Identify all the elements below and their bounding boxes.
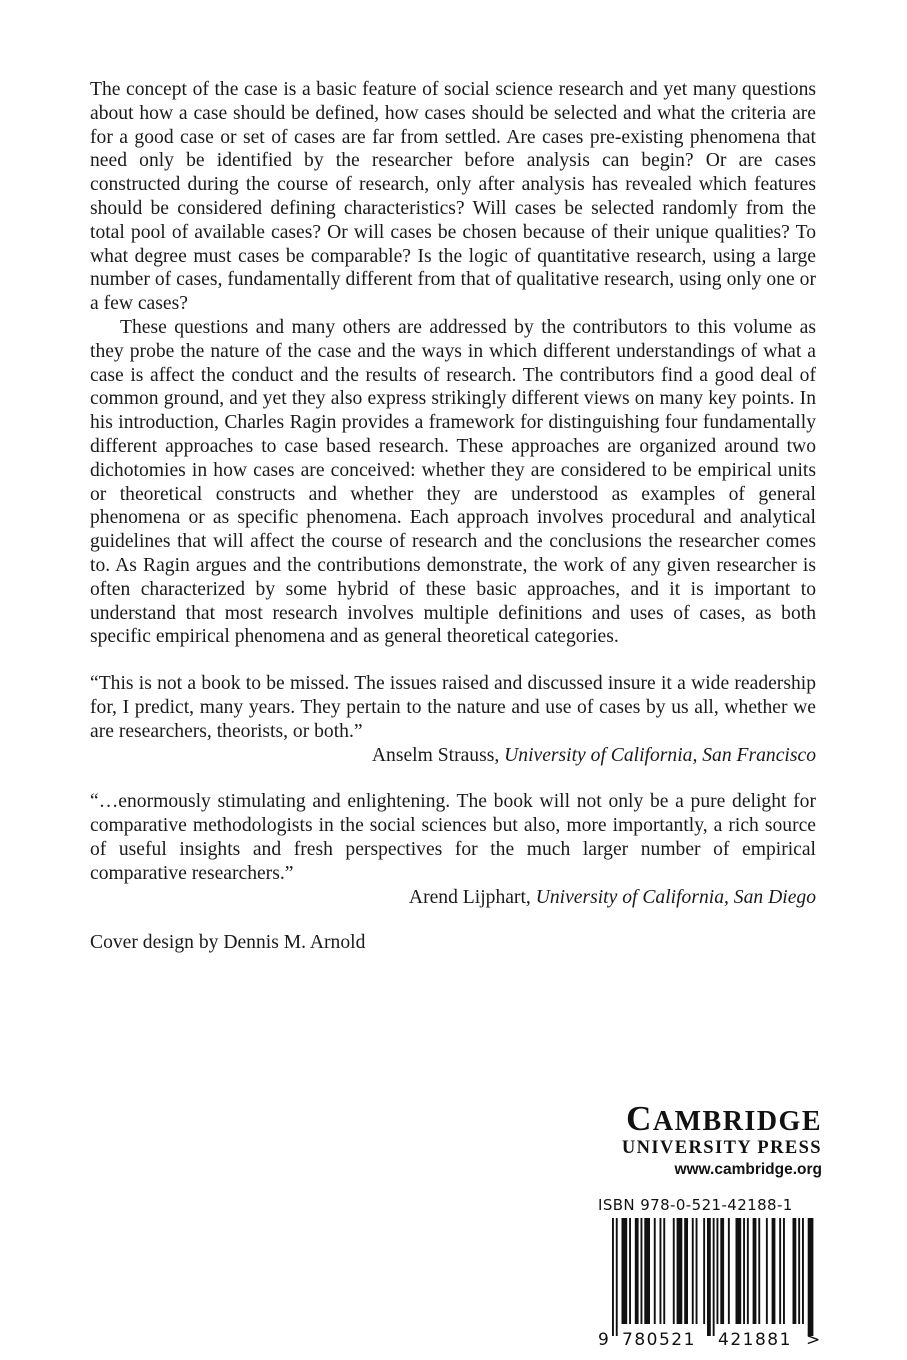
barcode-bar: [779, 1218, 781, 1324]
barcode-bar: [696, 1218, 698, 1324]
quote-attribution: [90, 744, 816, 768]
description-paragraph-2: These questions and many others are addressed by the contributors to this volume as they probe the nature of the case and the ways in which different understandings of what a case is affect the conduct and the results of research. The contributors find a good deal of common ground, and yet they also express strikingly different views on many key points. In his introduction, Charles Ragin provides a framework for distinguishing four fundamentally different approaches to case based research. These approaches are organized around two dichotomies in how cases are conceived: whether they are considered to be empirical units or theoretical constructs and whether they are understood as examples of general phenomena or as specific phenomena. Each approach involves procedural and analytical guidelines that will affect the course of research and the conclusions the researcher comes to. As Ragin argues and the contributions demonstrate, the work of any given researcher is often characterized by some hybrid of these basic approaches, and it is important to understand that most research involves multiple definitions and uses of cases, as both specific empirical phenomena and as general theoretical categories.: [90, 316, 816, 648]
barcode-bar: [635, 1218, 639, 1324]
quote-affiliation: University of California, San Diego: [535, 886, 816, 908]
barcode-bar: [808, 1218, 814, 1336]
quote-text: “This is not a book to be missed. The issues raised and discussed insure it a wide readership for, I predict, many years. They pertain to the nature and use of cases by us all, whether we are researchers, theorists, or both.”: [90, 673, 816, 742]
quote-author: Arend Lijphart,: [408, 886, 536, 908]
barcode-bar: [703, 1218, 705, 1324]
barcode-bar: [663, 1218, 665, 1324]
publisher-name: CAMBRIDGE: [626, 1099, 822, 1138]
barcode-bar: [793, 1218, 797, 1324]
barcode-bar: [758, 1218, 760, 1324]
publisher-url: www.cambridge.org: [674, 1161, 822, 1178]
quote-attribution: [90, 886, 816, 910]
barcode-bar: [692, 1218, 694, 1324]
barcode-bar: [713, 1218, 715, 1336]
review-quote-1: [90, 672, 816, 767]
barcode-icon: [596, 1218, 826, 1358]
barcode-digits-left: 780521: [622, 1330, 696, 1350]
barcode-bar: [743, 1218, 745, 1324]
description-paragraph-1: The concept of the case is a basic feature of social science research and yet many questions about how a case should be defined, how cases should be selected and what the criteria are for a good case or set of cases are far from settled. Are cases pre-existing phenomena that need only be identified by the researcher before analysis can begin? Or are cases constructed during the course of research, only after analysis has revealed which features should be considered defining characteristics? Will cases be selected randomly from the total pool of available cases? Or will cases be chosen because of their unique qualities? To what degree must cases be comparable? Is the logic of quantitative research, using a large number of cases, fundamentally different from that of qualitative research, using only one or a few cases?: [90, 79, 816, 315]
barcode-bar: [717, 1218, 719, 1324]
barcode-bar: [654, 1218, 656, 1324]
barcode-bar: [616, 1218, 618, 1336]
barcode-bar: [798, 1218, 800, 1324]
barcode-bar: [622, 1218, 628, 1324]
barcode-bar: [677, 1218, 683, 1324]
barcode-bar: [802, 1218, 804, 1324]
barcode-bar: [684, 1218, 688, 1324]
publisher-subtitle: UNIVERSITY PRESS: [621, 1138, 822, 1158]
review-quote-2: [90, 790, 816, 909]
publisher-logo: [621, 1099, 822, 1181]
barcode-bar: [753, 1218, 757, 1324]
barcode-bar: [747, 1218, 749, 1324]
barcode-bar: [673, 1218, 675, 1324]
barcode-bar: [644, 1218, 650, 1324]
isbn-number: ISBN 978-0-521-42188-1: [598, 1196, 793, 1214]
barcode-bar: [641, 1218, 643, 1324]
quote-author: Anselm Strauss,: [371, 744, 505, 766]
barcode-bar: [783, 1218, 785, 1324]
cover-design-credit: Cover design by Dennis M. Arnold: [90, 932, 366, 954]
back-cover-text: [90, 78, 816, 955]
barcode-bar: [720, 1218, 724, 1324]
barcode-end-mark: >: [806, 1330, 821, 1350]
barcode-bar: [707, 1218, 711, 1336]
quote-text: “…enormously stimulating and enlightening. The book will not only be a pure delight for comparative methodologists in the social sciences but also, more importantly, a rich source of useful insights and fresh perspectives for the much larger number of empirical comparative researchers.”: [90, 791, 816, 884]
barcode-lead-digit: 9: [598, 1330, 609, 1350]
barcode-bar: [660, 1218, 662, 1324]
barcode-bar: [736, 1218, 742, 1324]
barcode-digits-right: 421881: [718, 1330, 792, 1350]
quote-affiliation: University of California, San Francisco: [504, 744, 816, 766]
barcode-bar: [629, 1218, 631, 1324]
barcode-bar: [728, 1218, 730, 1324]
barcode-bar: [612, 1218, 614, 1336]
barcode-bar: [772, 1218, 776, 1324]
barcode-bar: [766, 1218, 768, 1324]
isbn-barcode: [596, 1196, 826, 1356]
